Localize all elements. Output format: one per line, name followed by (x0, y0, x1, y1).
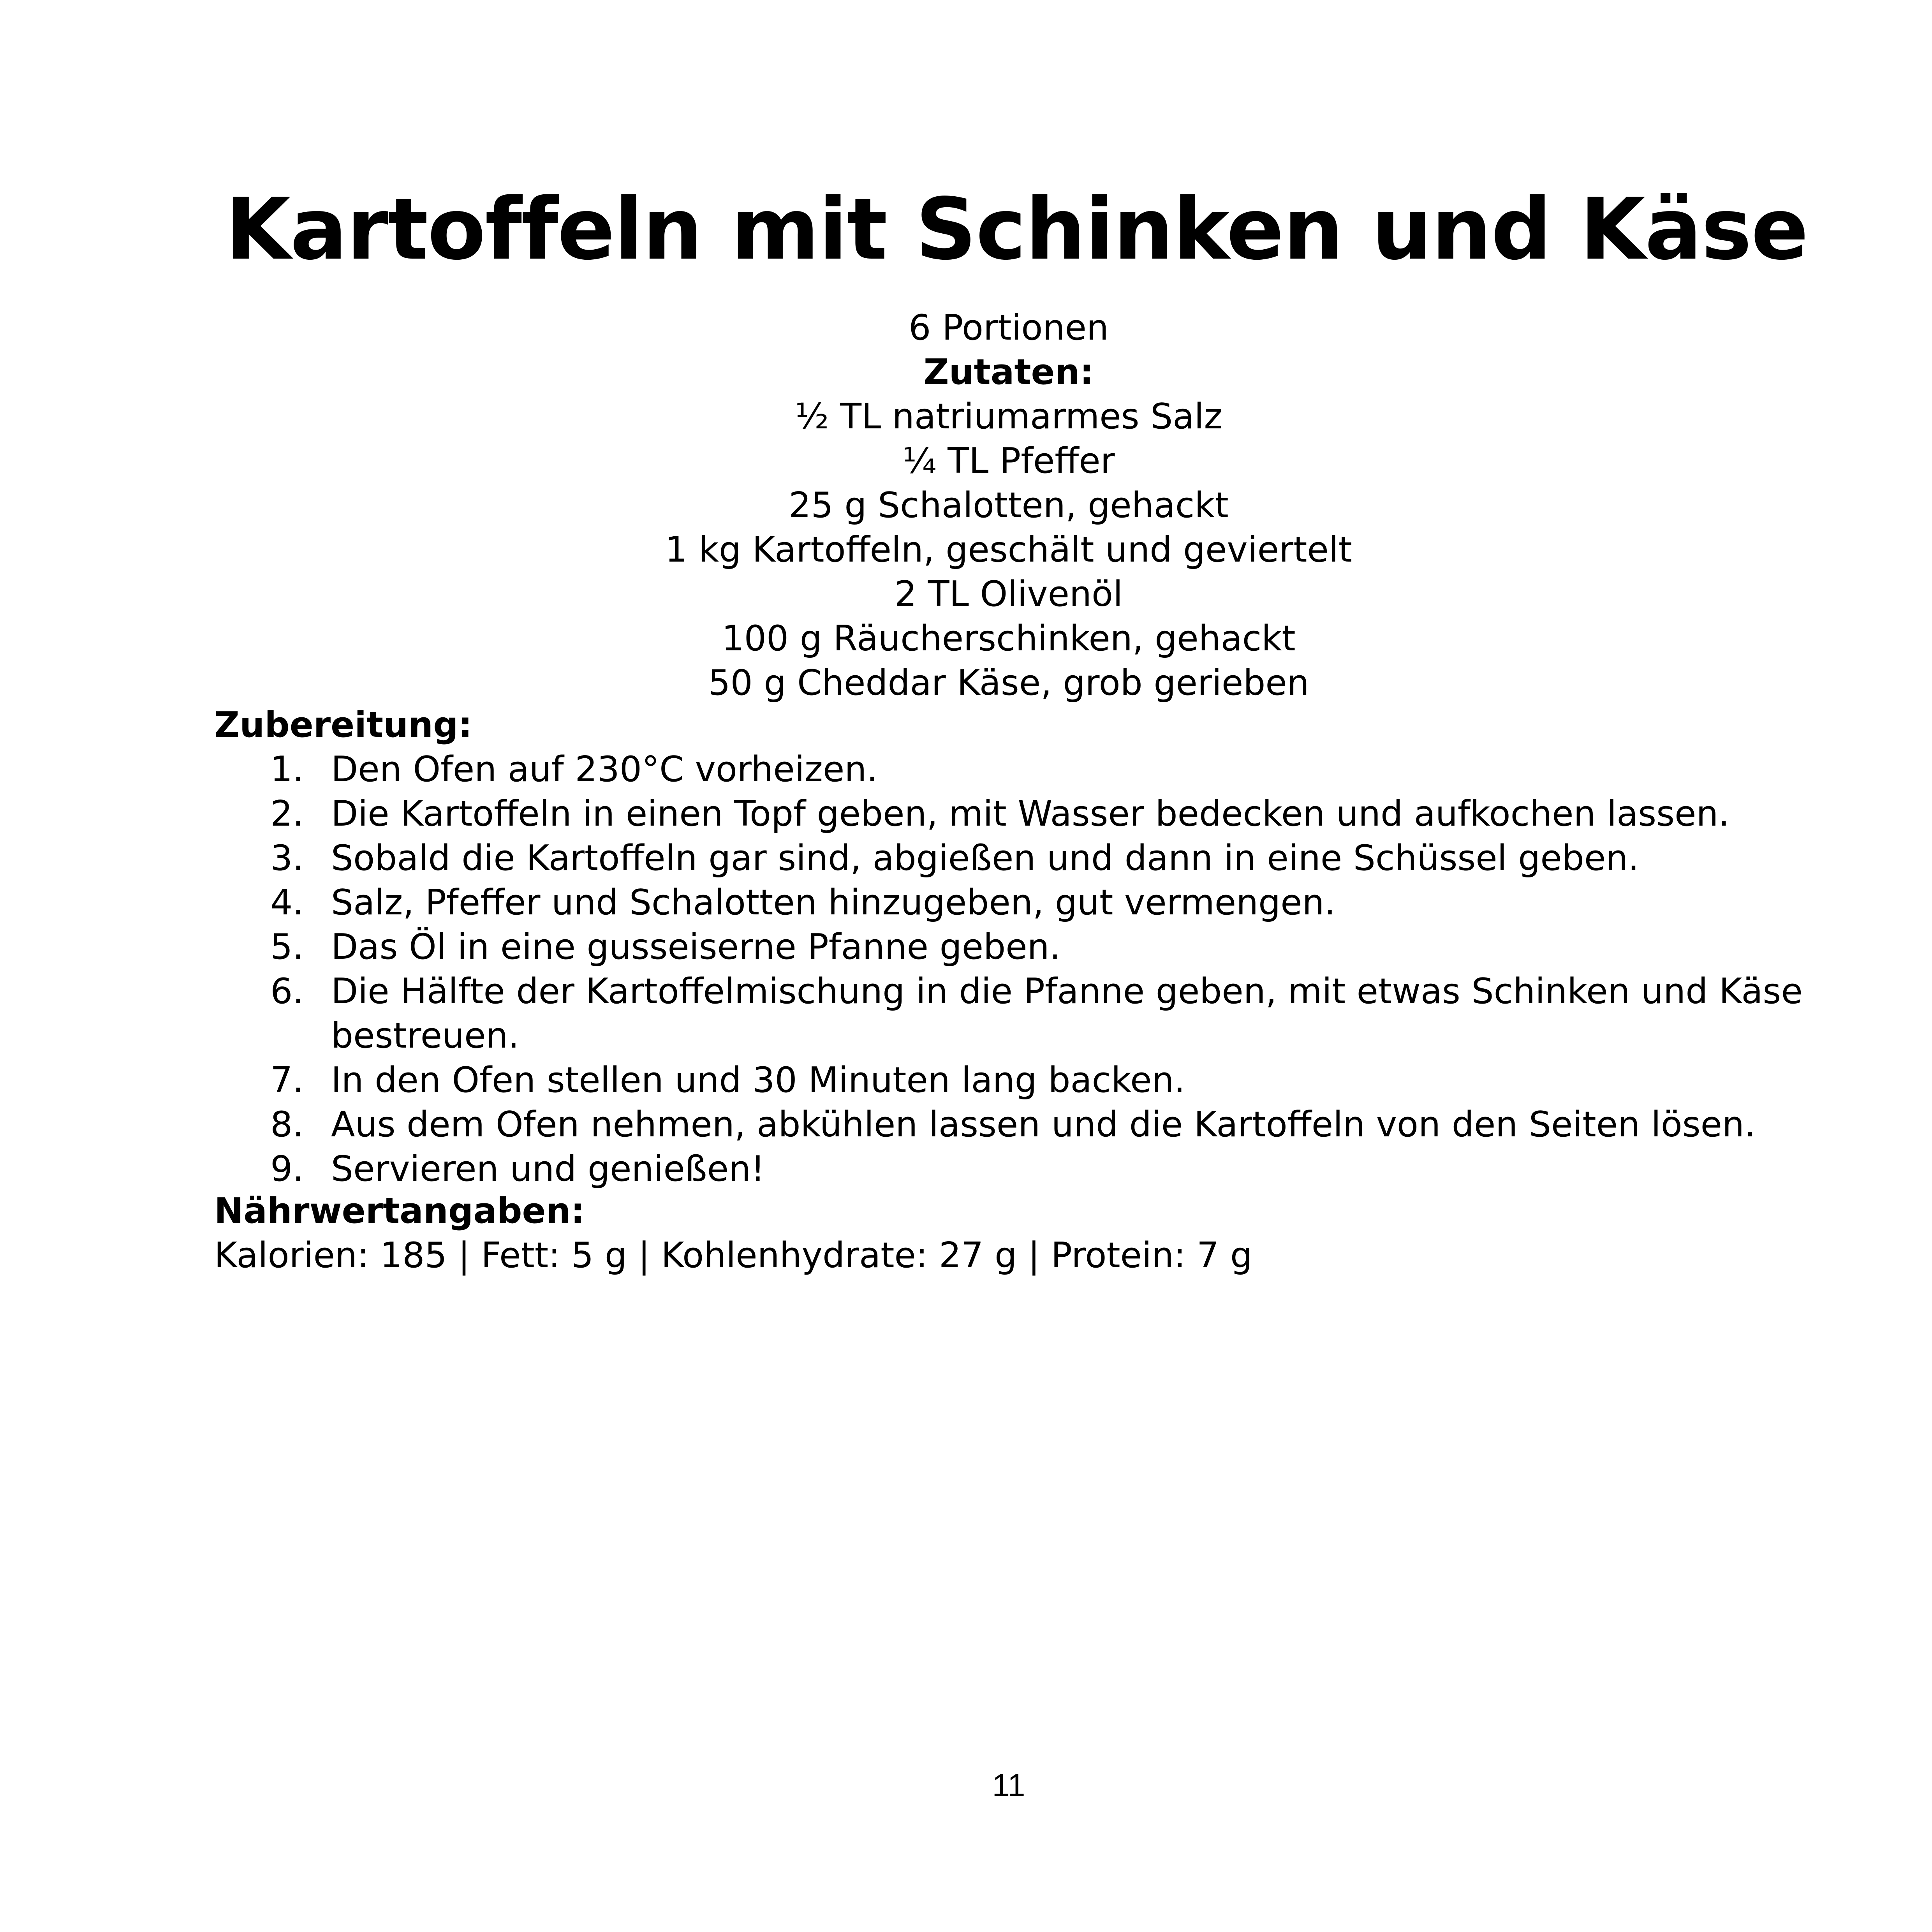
ingredient-item: 50 g Cheddar Käse, grob gerieben (708, 662, 1309, 703)
step-number: 9. (270, 1148, 304, 1189)
steps-heading: Zubereitung: (214, 704, 472, 745)
step-text: In den Ofen stellen und 30 Minuten lang backen. (331, 1060, 1185, 1101)
ingredient-item: ½ TL natriumarmes Salz (795, 396, 1222, 437)
ingredient-item: ¼ TL Pfeffer (902, 440, 1115, 481)
step-item (214, 792, 1830, 836)
step-text: Aus dem Ofen nehmen, abkühlen lassen und die Kartoffeln von den Seiten lösen. (331, 1104, 1756, 1145)
step-text: Die Kartoffeln in einen Topf geben, mit Wasser bedecken und aufkochen lassen. (331, 793, 1730, 834)
ingredients-heading: Zutaten: (923, 352, 1094, 393)
step-number: 7. (270, 1060, 304, 1101)
step-item (214, 969, 1830, 1058)
nutrition-heading: Nährwertangaben: (214, 1191, 585, 1231)
page-number: 11 (992, 1768, 1025, 1803)
step-number: 3. (270, 838, 304, 879)
ingredient-item: 1 kg Kartoffeln, geschält und geviertelt (665, 529, 1353, 570)
servings: 6 Portionen (909, 307, 1109, 348)
step-item (214, 747, 1830, 792)
step-text: Den Ofen auf 230°C vorheizen. (331, 749, 878, 790)
step-item (214, 1147, 1830, 1191)
step-number: 5. (270, 926, 304, 967)
step-text: Servieren und genießen! (331, 1148, 765, 1189)
step-item (214, 1058, 1830, 1102)
step-text: Sobald die Kartoffeln gar sind, abgießen und dann in eine Schüssel geben. (331, 838, 1639, 879)
nutrition-facts: Kalorien: 185 | Fett: 5 g | Kohlenhydrate: 27 g | Protein: 7 g (214, 1235, 1253, 1276)
step-number: 6. (270, 971, 304, 1012)
step-text: Salz, Pfeffer und Schalotten hinzugeben, gut vermengen. (331, 882, 1336, 923)
ingredient-item: 25 g Schalotten, gehackt (789, 485, 1229, 526)
step-item (214, 925, 1830, 969)
step-item (214, 881, 1830, 925)
step-number: 2. (270, 793, 304, 834)
ingredient-item: 100 g Räucherschinken, gehackt (722, 618, 1296, 659)
ingredients-section (0, 306, 1932, 705)
step-number: 8. (270, 1104, 304, 1145)
step-number: 1. (270, 749, 304, 790)
step-item (214, 836, 1830, 881)
step-number: 4. (270, 882, 304, 923)
ingredient-item: 2 TL Olivenöl (894, 574, 1123, 615)
recipe-title: Kartoffeln mit Schinken und Käse (225, 180, 1808, 279)
step-text: Die Hälfte der Kartoffelmischung in die Pfanne geben, mit etwas Schinken und Käse bestreuen. (331, 971, 1803, 1056)
steps-list (214, 747, 1830, 1191)
step-item (214, 1102, 1830, 1147)
step-text: Das Öl in eine gusseiserne Pfanne geben. (331, 926, 1061, 967)
